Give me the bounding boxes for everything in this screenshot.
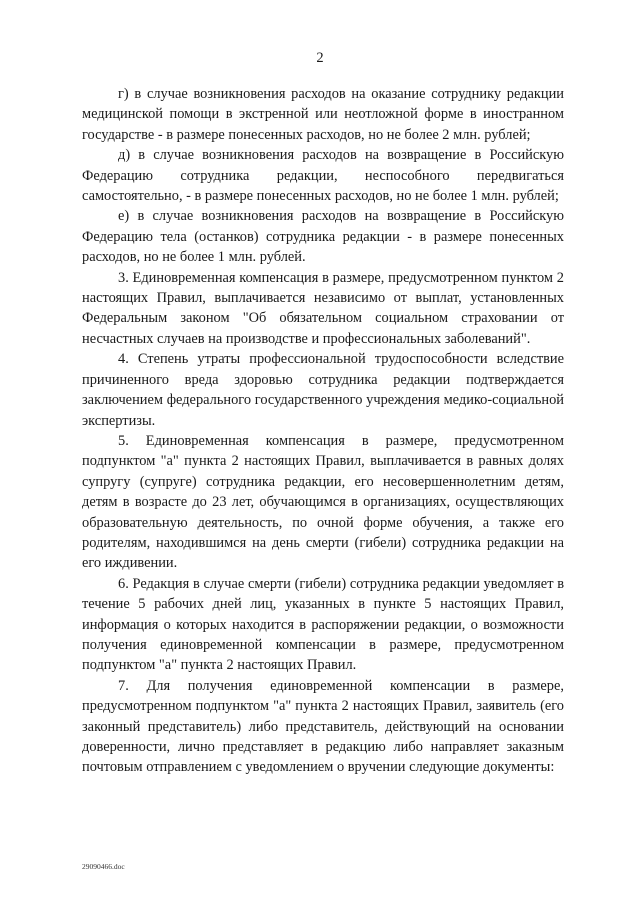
paragraph-4: 4. Степень утраты профессиональной трудоспособности вследствие причиненного вреда здоровью сотрудника редакции подтверждается заключением федерального государственного учреждения медико-социальной экспертизы.	[82, 351, 564, 429]
paragraph-6: 6. Редакция в случае смерти (гибели) сотрудника редакции уведомляет в течение 5 рабочих дней лиц, указанных в пункте 5 настоящих Правил, информация о которых находится в распоряжении редакции, о возможности получения единовременной компенсации в размере, предусмотренном подпунктом "а" пункта 2 настоящих Правил.	[82, 575, 564, 674]
document-body	[82, 84, 564, 778]
paragraph-5: 5. Единовременная компенсация в размере, предусмотренном подпунктом "а" пункта 2 настоящих Правил, выплачивается в равных долях супругу (супруге) сотрудника редакции, его несовершеннолетним детям, детям в возрасте до 23 лет, обучающимся в организациях, осуществляющих образовательную деятельность, по очной форме обучения, а также его родителям, находившимся на день смерти (гибели) сотрудника редакции на его иждивении.	[82, 432, 564, 572]
paragraph-g: г) в случае возникновения расходов на оказание сотруднику редакции медицинской помощи в экстренной или неотложной форме в иностранном государстве - в размере понесенных расходов, но не более 2 млн. рублей;	[82, 86, 564, 143]
footer-file-code: 29090466.doc	[82, 862, 125, 871]
page-number: 2	[316, 50, 324, 66]
paragraph-e: е) в случае возникновения расходов на возвращение в Российскую Федерацию тела (останков) сотрудника редакции - в размере понесенных расходов, но не более 1 млн. рублей.	[82, 208, 564, 266]
paragraph-7: 7. Для получения единовременной компенсации в размере, предусмотренном подпунктом "а" пункта 2 настоящих Правил, заявитель (его законный представитель) либо представитель, действующий на основании доверенности, лично представляет в редакцию либо направляет заказным почтовым отправлением с уведомлением о вручении следующие документы:	[82, 677, 564, 776]
paragraph-d: д) в случае возникновения расходов на возвращение в Российскую Федерацию сотрудника редакции, неспособного передвигаться самостоятельно, - в размере понесенных расходов, но не более 1 млн. рублей;	[82, 147, 564, 205]
paragraph-3: 3. Единовременная компенсация в размере, предусмотренном пунктом 2 настоящих Правил, выплачивается независимо от выплат, установленных Федеральным законом "Об обязательном социальном страховании от несчастных случаев на производстве и профессиональных заболеваний".	[82, 269, 564, 347]
